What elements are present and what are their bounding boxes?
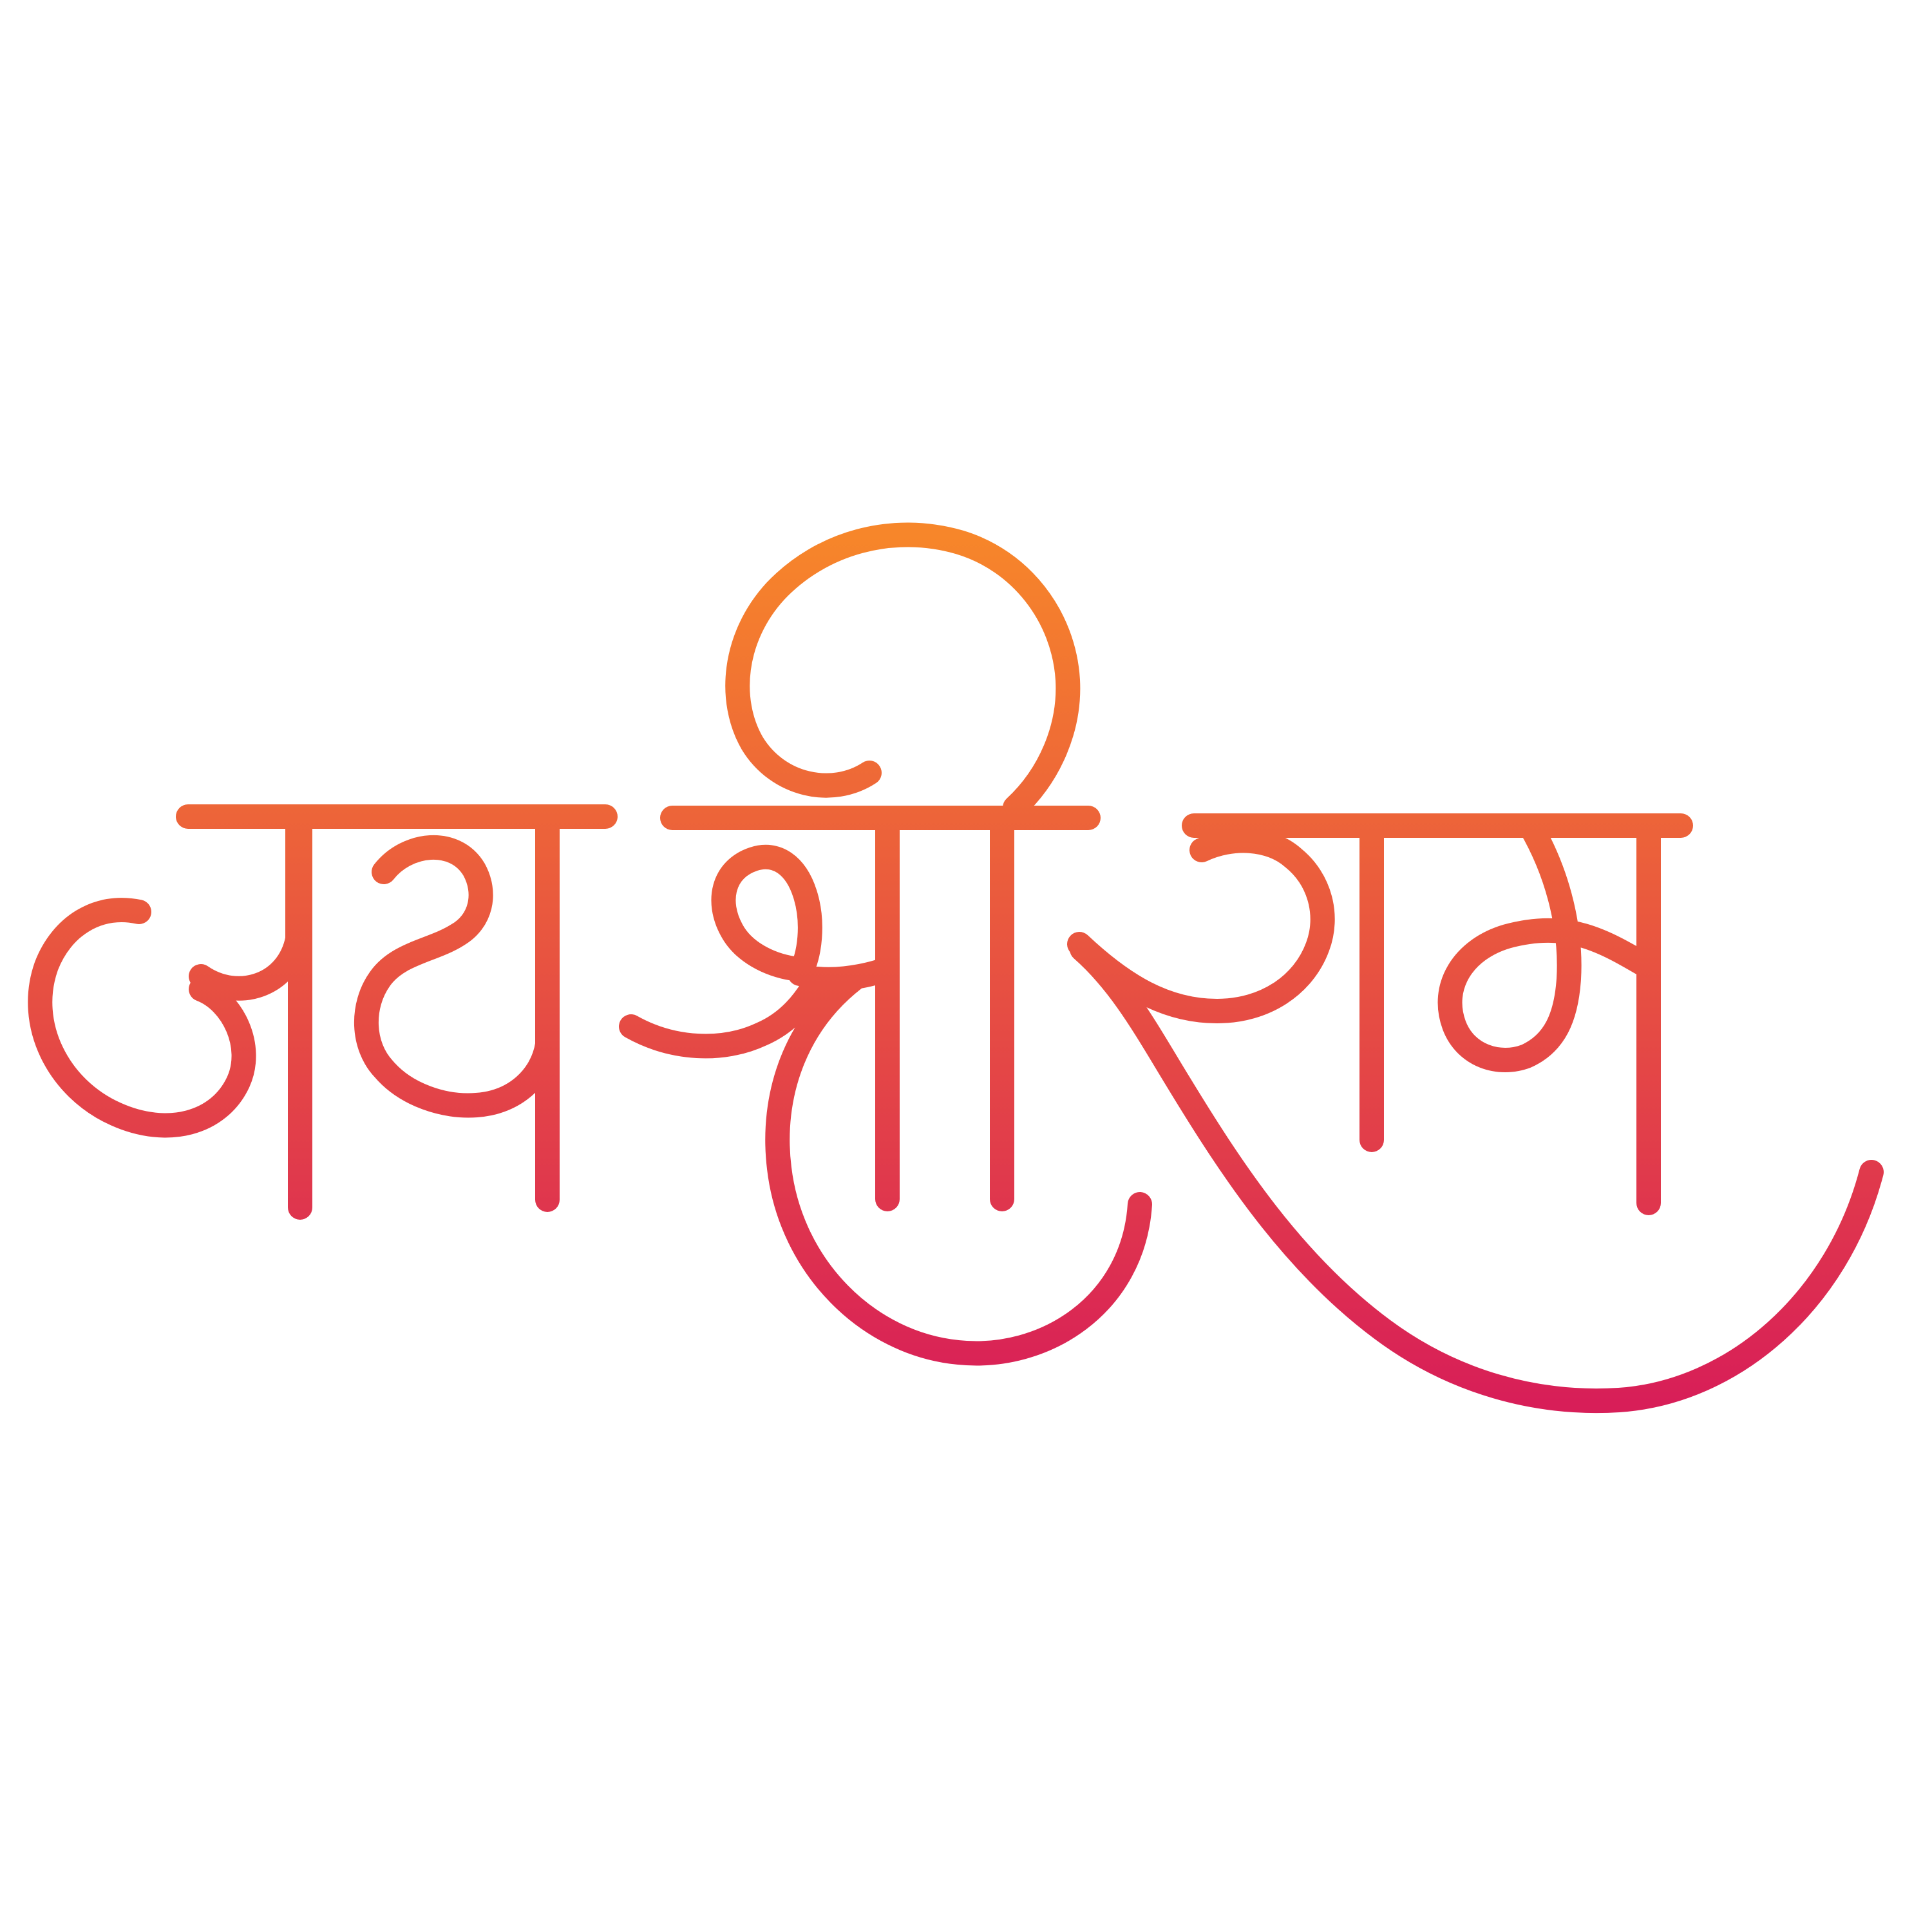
ja-link <box>201 817 298 989</box>
ra-sweep <box>777 979 1140 1353</box>
ii-matra-swirl <box>737 535 1068 808</box>
ja-curl <box>40 910 243 1125</box>
word-shri <box>631 535 1140 1354</box>
ma-loop <box>1450 826 1649 1060</box>
sha-loop <box>723 857 810 974</box>
word-jai <box>40 817 605 1208</box>
word-ram <box>1079 826 1871 1401</box>
ya-top-loop <box>366 848 547 1106</box>
